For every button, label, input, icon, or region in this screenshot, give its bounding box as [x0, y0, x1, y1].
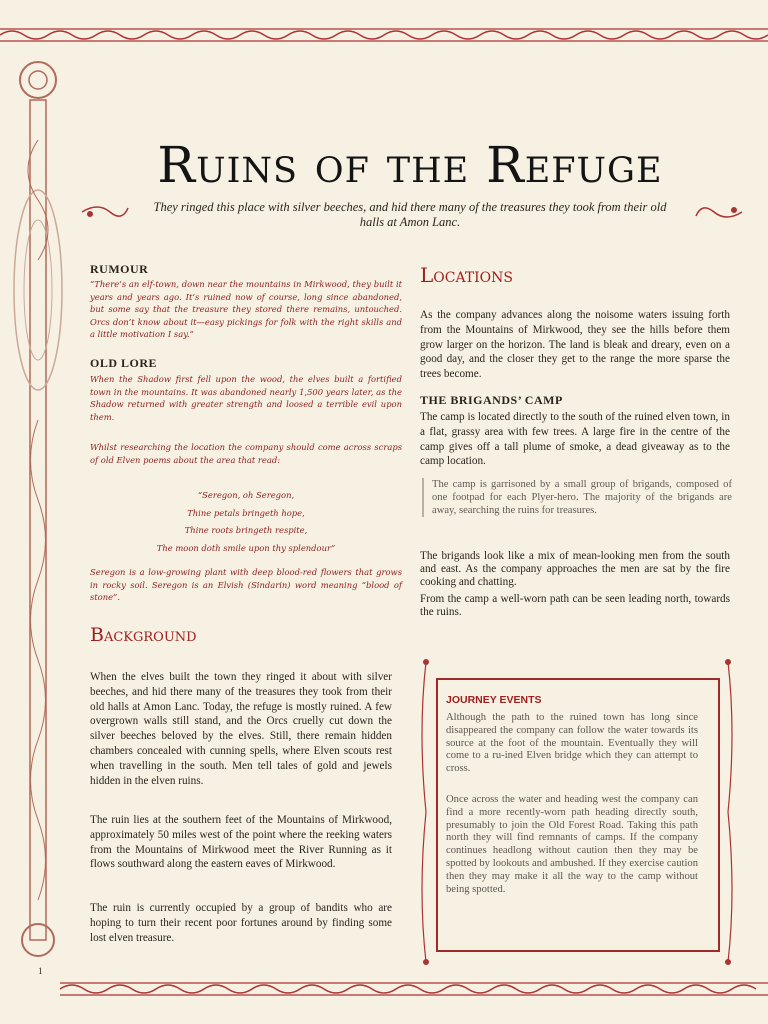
- seregon-text: Seregon is a low-growing plant with deep blood-red flowers that grows in rocky soil. Seregon is an Elvish (Sindarin) word meaning “blood of stone”.: [90, 567, 402, 602]
- journey-p2: Once across the water and heading west the company can find a more recently-worn path heading directly south, presumably to join the Old Forest Road. Taking this path north they will find remnants of camps. If the company continues headlong without caution then they may be spotted by lookouts and ambushed. If they exercise caution then they may make it all the way to the camp without being spotted.: [446, 793, 698, 895]
- journey-heading: JOURNEY EVENTS: [446, 694, 542, 706]
- rumour-heading: RUMOUR: [90, 262, 149, 276]
- rumour-text: “There’s an elf-town, down near the mountains in Mirkwood, they built it years and years ago. It’s ruined now of course, long since abandoned, but some say that the treasure they stored there remains, untouched. Orcs don’t know about it—easy pickings for folk with the right skills and a little motivation I say.”: [90, 279, 402, 339]
- background-p3: The ruin is currently occupied by a group of bandits who are hoping to turn their recent poor fortunes around by finding some lost elven treasure.: [90, 902, 392, 944]
- poem-line: Thine roots bringeth respite,: [184, 525, 308, 535]
- background-p2: The ruin lies at the southern feet of the Mountains of Mirkwood, approximately 50 miles west of the point where the reeking waters from the Mountains of Mirkwood meet the River Running as it flows southward along the eastern eaves of Mirkwood.: [90, 814, 392, 871]
- locations-p1: As the company advances along the noisome waters issuing forth from the Mountains of Mirkwood, they see the hills before them grow larger on the horizon. The land is bleak and dreary, even on a good day, and the closer they get to the range the more sparse the trees become.: [420, 309, 730, 381]
- camp-p2: The brigands look like a mix of mean-looking men from the south and east. As the company approaches the men are sat by the fire cooking and chatting.: [420, 550, 730, 588]
- camp-p3: From the camp a well-worn path can be seen leading north, towards the ruins.: [420, 593, 730, 618]
- background-p1: When the elves built the town they ringed it about with silver beeches, and hid there many of the treasures they took from their old halls at Amon Lanc. Today, the refuge is mostly ruined. A few overgrown walls still stand, and the Orcs cruelly cut down the silver beeches beloved by the elves. Still, there remain hidden chambers concealed with cunning spells, where Elven scouts rest when travelling in the south. Men tell tales of gold and jewels hidden in the elven ruins.: [90, 671, 392, 787]
- brigands-camp-heading: THE BRIGANDS’ CAMP: [420, 393, 563, 407]
- camp-p1: The camp is located directly to the south of the ruined elven town, in a flat, grassy area with few trees. A large fire in the centre of the camp gives off a tall plume of smoke, a dead giveaway as to the camp location.: [420, 411, 730, 468]
- poem-line: “Seregon, oh Seregon,: [197, 490, 295, 500]
- flourish-left-icon: [80, 200, 130, 224]
- background-heading: Background: [90, 624, 197, 646]
- locations-heading: Locations: [420, 263, 514, 287]
- vine-border-bottom-icon: [0, 978, 768, 1000]
- old-lore-text: When the Shadow first fell upon the wood, the elves built a fortified town in the mountains. It was abandoned nearly 1,500 years later, as the Shadow returned with greater strength and loosed a terrible evil upon them.: [90, 374, 402, 422]
- camp-quote: The camp is garrisoned by a small group of brigands, composed of one footpad for each Plyer-hero. The majority of the brigands are away, searching the ruins for treasures.: [422, 478, 732, 517]
- flourish-right-icon: [694, 200, 744, 224]
- celtic-pillar-icon: [8, 40, 68, 1000]
- poem-line: The moon doth smile upon thy splendour”: [156, 542, 336, 553]
- subtitle: They ringed this place with silver beeches, and hid there many of the treasures they took from their old halls at Amon Lanc.: [153, 200, 667, 229]
- page-title: Ruins of the Refuge: [157, 136, 663, 194]
- old-lore-heading: OLD LORE: [90, 356, 158, 370]
- journey-p1: Although the path to the ruined town has long since disappeared the company can follow the water towards its source at the foot of the mountain. Eventually they will come to a ru-ined Elven bridge which they can attempt to cross.: [446, 712, 698, 775]
- vine-border-top-icon: [0, 24, 768, 46]
- poem-line: Thine petals bringeth hope,: [187, 507, 305, 518]
- journey-events-content: [446, 694, 698, 896]
- old-lore-research: Whilst researching the location the company should come across scraps of old Elven poems about the area that read:: [90, 442, 402, 465]
- page-number: 1: [38, 966, 43, 976]
- poem: [110, 487, 382, 557]
